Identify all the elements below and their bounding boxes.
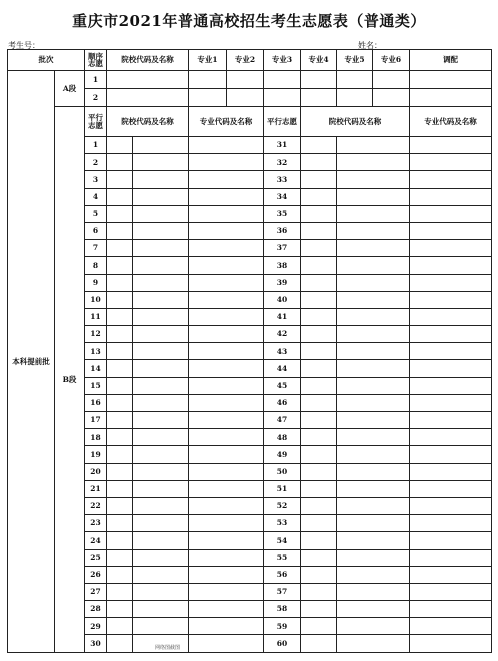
b-major-header-left: 专业代码及名称 (189, 107, 264, 137)
b-major-cell[interactable] (410, 429, 492, 446)
b-school-cell[interactable] (301, 205, 337, 222)
b-school-cell[interactable] (133, 240, 189, 257)
a-major-cell[interactable] (264, 89, 301, 107)
b-major-cell[interactable] (410, 446, 492, 463)
b-school-cell[interactable] (337, 497, 410, 514)
b-major-cell[interactable] (410, 618, 492, 635)
b-school-cell[interactable] (133, 257, 189, 274)
b-school-cell[interactable] (301, 429, 337, 446)
b-left-number: 7 (85, 240, 107, 257)
application-table (7, 49, 492, 653)
b-school-cell[interactable] (301, 274, 337, 291)
b-school-cell[interactable] (337, 291, 410, 308)
order-header: 顺序志愿 (85, 50, 107, 71)
b-right-number: 54 (264, 532, 301, 549)
b-school-cell[interactable] (337, 274, 410, 291)
b-school-cell[interactable] (107, 274, 133, 291)
b-school-cell[interactable] (133, 377, 189, 394)
b-school-cell[interactable] (337, 394, 410, 411)
b-school-cell[interactable] (107, 566, 133, 583)
b-right-number: 51 (264, 480, 301, 497)
b-major-cell[interactable] (189, 171, 264, 188)
b-school-cell[interactable] (133, 429, 189, 446)
b-major-cell[interactable] (410, 137, 492, 154)
b-school-cell[interactable] (133, 188, 189, 205)
b-left-number: 16 (85, 394, 107, 411)
b-school-cell[interactable] (301, 532, 337, 549)
footer-note: 网络图截图 (155, 645, 181, 651)
b-school-header-left: 院校代码及名称 (107, 107, 189, 137)
b-school-cell[interactable] (337, 635, 410, 652)
name-label: 姓名： (358, 41, 382, 50)
b-major-cell[interactable] (410, 360, 492, 377)
b-school-cell[interactable] (301, 326, 337, 343)
b-school-cell[interactable] (301, 480, 337, 497)
section-b-label: B段 (55, 107, 85, 653)
b-major-cell[interactable] (189, 497, 264, 514)
b-major-cell[interactable] (410, 480, 492, 497)
b-major-cell[interactable] (410, 240, 492, 257)
b-major-cell[interactable] (410, 154, 492, 171)
b-major-cell[interactable] (410, 566, 492, 583)
b-right-number: 52 (264, 497, 301, 514)
b-right-number: 45 (264, 377, 301, 394)
header-row (8, 50, 492, 71)
b-school-cell[interactable] (133, 412, 189, 429)
b-left-number: 27 (85, 583, 107, 600)
b-left-number: 17 (85, 412, 107, 429)
a-major-cell[interactable] (227, 71, 264, 89)
b-school-cell[interactable] (337, 429, 410, 446)
b-left-number: 12 (85, 326, 107, 343)
b-school-cell[interactable] (301, 377, 337, 394)
b-left-number: 20 (85, 463, 107, 480)
b-major-cell[interactable] (189, 429, 264, 446)
major-3-header: 专业3 (264, 50, 301, 71)
b-right-number: 57 (264, 583, 301, 600)
b-right-number: 59 (264, 618, 301, 635)
a-major-cell[interactable] (189, 71, 227, 89)
b-major-cell[interactable] (189, 412, 264, 429)
b-major-cell[interactable] (189, 549, 264, 566)
b-school-cell[interactable] (301, 308, 337, 325)
b-school-cell[interactable] (301, 257, 337, 274)
b-right-number: 60 (264, 635, 301, 652)
school-header: 院校代码及名称 (107, 50, 189, 71)
b-school-cell[interactable] (301, 497, 337, 514)
b-left-number: 26 (85, 566, 107, 583)
major-6-header: 专业6 (373, 50, 410, 71)
b-school-cell[interactable] (337, 308, 410, 325)
b-major-cell[interactable] (410, 222, 492, 239)
b-major-cell[interactable] (410, 549, 492, 566)
b-school-cell[interactable] (301, 601, 337, 618)
b-school-cell[interactable] (133, 137, 189, 154)
b-school-cell[interactable] (107, 343, 133, 360)
b-left-number: 18 (85, 429, 107, 446)
b-right-number: 46 (264, 394, 301, 411)
b-major-cell[interactable] (189, 205, 264, 222)
b-school-cell[interactable] (107, 532, 133, 549)
b-school-cell[interactable] (301, 188, 337, 205)
b-left-number: 14 (85, 360, 107, 377)
b-major-cell[interactable] (410, 532, 492, 549)
parallel-header-right: 平行志愿 (264, 107, 301, 137)
b-major-cell[interactable] (189, 240, 264, 257)
a-major-cell[interactable] (227, 89, 264, 107)
b-major-cell[interactable] (410, 205, 492, 222)
b-school-cell[interactable] (107, 463, 133, 480)
b-school-cell[interactable] (337, 463, 410, 480)
b-school-cell[interactable] (337, 360, 410, 377)
b-school-cell[interactable] (107, 188, 133, 205)
section-a-label: A段 (55, 71, 85, 107)
b-school-cell[interactable] (107, 515, 133, 532)
b-school-cell[interactable] (107, 377, 133, 394)
b-school-cell[interactable] (301, 154, 337, 171)
b-school-cell[interactable] (107, 291, 133, 308)
b-school-cell[interactable] (337, 566, 410, 583)
b-school-cell[interactable] (301, 566, 337, 583)
a-school-cell[interactable] (107, 71, 189, 89)
b-major-cell[interactable] (189, 635, 264, 652)
b-right-number: 40 (264, 291, 301, 308)
b-right-number: 42 (264, 326, 301, 343)
b-school-cell[interactable] (107, 326, 133, 343)
b-school-cell[interactable] (107, 308, 133, 325)
b-school-cell[interactable] (301, 394, 337, 411)
b-major-cell[interactable] (410, 326, 492, 343)
b-left-number: 21 (85, 480, 107, 497)
b-major-cell[interactable] (410, 497, 492, 514)
b-school-cell[interactable] (337, 343, 410, 360)
b-school-cell[interactable] (107, 412, 133, 429)
b-school-cell[interactable] (301, 583, 337, 600)
b-school-cell[interactable] (301, 291, 337, 308)
b-left-number: 9 (85, 274, 107, 291)
b-school-cell[interactable] (337, 446, 410, 463)
major-4-header: 专业4 (301, 50, 337, 71)
b-major-cell[interactable] (189, 532, 264, 549)
b-major-cell[interactable] (189, 446, 264, 463)
b-school-cell[interactable] (301, 222, 337, 239)
b-school-cell[interactable] (337, 326, 410, 343)
b-school-cell[interactable] (337, 601, 410, 618)
a-major-cell[interactable] (337, 89, 373, 107)
b-school-cell[interactable] (301, 446, 337, 463)
b-major-cell[interactable] (189, 257, 264, 274)
major-1-header: 专业1 (189, 50, 227, 71)
b-right-number: 38 (264, 257, 301, 274)
a-major-cell[interactable] (337, 71, 373, 89)
b-major-cell[interactable] (410, 377, 492, 394)
b-left-number: 8 (85, 257, 107, 274)
b-school-cell[interactable] (107, 360, 133, 377)
b-right-number: 55 (264, 549, 301, 566)
b-school-cell[interactable] (337, 240, 410, 257)
b-school-cell[interactable] (337, 515, 410, 532)
b-school-cell[interactable] (107, 635, 133, 652)
a-order-2: 2 (85, 89, 107, 107)
b-major-cell[interactable] (410, 601, 492, 618)
b-right-number: 58 (264, 601, 301, 618)
b-major-cell[interactable] (410, 412, 492, 429)
b-school-header-right: 院校代码及名称 (301, 107, 410, 137)
b-left-number: 19 (85, 446, 107, 463)
b-school-cell[interactable] (133, 446, 189, 463)
b-right-number: 32 (264, 154, 301, 171)
b-right-number: 35 (264, 205, 301, 222)
b-left-number: 2 (85, 154, 107, 171)
b-school-cell[interactable] (301, 137, 337, 154)
b-school-cell[interactable] (133, 343, 189, 360)
b-left-number: 3 (85, 171, 107, 188)
b-school-cell[interactable] (301, 618, 337, 635)
b-major-cell[interactable] (410, 583, 492, 600)
b-school-cell[interactable] (133, 222, 189, 239)
b-right-number: 43 (264, 343, 301, 360)
b-school-cell[interactable] (337, 154, 410, 171)
b-left-number: 5 (85, 205, 107, 222)
b-school-cell[interactable] (133, 618, 189, 635)
b-left-number: 30 (85, 635, 107, 652)
b-right-number: 37 (264, 240, 301, 257)
b-major-cell[interactable] (189, 343, 264, 360)
b-school-cell[interactable] (107, 171, 133, 188)
b-school-cell[interactable] (133, 515, 189, 532)
b-major-cell[interactable] (410, 343, 492, 360)
b-major-cell[interactable] (410, 291, 492, 308)
b-right-number: 47 (264, 412, 301, 429)
b-major-cell[interactable] (189, 154, 264, 171)
b-school-cell[interactable] (133, 326, 189, 343)
a-school-cell[interactable] (107, 89, 189, 107)
b-major-cell[interactable] (189, 601, 264, 618)
section-a-row (8, 71, 492, 89)
b-school-cell[interactable] (301, 463, 337, 480)
b-school-cell[interactable] (337, 137, 410, 154)
a-major-cell[interactable] (189, 89, 227, 107)
b-right-number: 33 (264, 171, 301, 188)
b-major-cell[interactable] (189, 377, 264, 394)
b-school-cell[interactable] (133, 274, 189, 291)
b-major-cell[interactable] (410, 515, 492, 532)
b-major-cell[interactable] (189, 222, 264, 239)
b-school-cell[interactable] (301, 171, 337, 188)
b-school-cell[interactable] (107, 618, 133, 635)
major-5-header: 专业5 (337, 50, 373, 71)
b-school-cell[interactable] (133, 394, 189, 411)
b-major-cell[interactable] (410, 394, 492, 411)
b-major-cell[interactable] (189, 360, 264, 377)
b-school-cell[interactable] (107, 205, 133, 222)
b-major-cell[interactable] (189, 137, 264, 154)
b-left-number: 11 (85, 308, 107, 325)
b-major-cell[interactable] (189, 566, 264, 583)
a-major-cell[interactable] (264, 71, 301, 89)
b-major-header-right: 专业代码及名称 (410, 107, 492, 137)
b-major-cell[interactable] (189, 326, 264, 343)
b-major-cell[interactable] (189, 274, 264, 291)
b-school-cell[interactable] (301, 635, 337, 652)
b-school-cell[interactable] (133, 360, 189, 377)
b-school-cell[interactable] (337, 222, 410, 239)
section-b-header-row (8, 107, 492, 137)
b-left-number: 24 (85, 532, 107, 549)
b-school-cell[interactable] (107, 446, 133, 463)
b-major-cell[interactable] (410, 171, 492, 188)
b-school-cell[interactable] (337, 583, 410, 600)
b-right-number: 48 (264, 429, 301, 446)
a-adjust-cell[interactable] (410, 71, 492, 89)
b-school-cell[interactable] (133, 566, 189, 583)
b-right-number: 53 (264, 515, 301, 532)
b-school-cell[interactable] (133, 154, 189, 171)
b-major-cell[interactable] (189, 394, 264, 411)
b-school-cell[interactable] (133, 463, 189, 480)
b-major-cell[interactable] (410, 188, 492, 205)
b-major-cell[interactable] (189, 583, 264, 600)
b-school-cell[interactable] (301, 412, 337, 429)
b-right-number: 31 (264, 137, 301, 154)
b-school-cell[interactable] (107, 583, 133, 600)
major-2-header: 专业2 (227, 50, 264, 71)
b-left-number: 4 (85, 188, 107, 205)
b-right-number: 34 (264, 188, 301, 205)
b-left-number: 6 (85, 222, 107, 239)
b-major-cell[interactable] (189, 515, 264, 532)
a-major-cell[interactable] (301, 71, 337, 89)
b-school-cell[interactable] (337, 412, 410, 429)
b-school-cell[interactable] (337, 188, 410, 205)
a-adjust-cell[interactable] (410, 89, 492, 107)
parallel-header-left: 平行志愿 (85, 107, 107, 137)
b-school-cell[interactable] (107, 240, 133, 257)
b-left-number: 1 (85, 137, 107, 154)
b-school-cell[interactable] (301, 240, 337, 257)
adjust-header: 调配 (410, 50, 492, 71)
b-major-cell[interactable] (189, 188, 264, 205)
b-major-cell[interactable] (189, 463, 264, 480)
a-order-1: 1 (85, 71, 107, 89)
b-right-number: 50 (264, 463, 301, 480)
b-school-cell[interactable] (337, 257, 410, 274)
b-left-number: 10 (85, 291, 107, 308)
b-major-cell[interactable] (410, 635, 492, 652)
b-right-number: 39 (264, 274, 301, 291)
b-school-cell[interactable] (301, 549, 337, 566)
b-left-number: 28 (85, 601, 107, 618)
b-school-cell[interactable] (107, 601, 133, 618)
b-school-cell[interactable] (133, 205, 189, 222)
b-school-cell[interactable] (107, 497, 133, 514)
batch-name: 本科提前批 (8, 71, 55, 653)
b-school-cell[interactable] (301, 360, 337, 377)
b-school-cell[interactable] (107, 429, 133, 446)
b-school-cell[interactable] (301, 343, 337, 360)
a-major-cell[interactable] (373, 71, 410, 89)
b-major-cell[interactable] (410, 274, 492, 291)
b-right-number: 44 (264, 360, 301, 377)
b-left-number: 25 (85, 549, 107, 566)
b-school-cell[interactable] (337, 618, 410, 635)
b-school-cell[interactable] (337, 171, 410, 188)
b-school-cell[interactable] (133, 532, 189, 549)
b-school-cell[interactable] (107, 154, 133, 171)
b-school-cell[interactable] (337, 549, 410, 566)
b-school-cell[interactable] (301, 515, 337, 532)
a-major-cell[interactable] (373, 89, 410, 107)
b-school-cell[interactable] (133, 497, 189, 514)
b-school-cell[interactable] (107, 480, 133, 497)
a-major-cell[interactable] (301, 89, 337, 107)
b-right-number: 36 (264, 222, 301, 239)
b-major-cell[interactable] (410, 463, 492, 480)
b-school-cell[interactable] (133, 480, 189, 497)
b-school-cell[interactable] (337, 205, 410, 222)
b-right-number: 56 (264, 566, 301, 583)
b-major-cell[interactable] (189, 618, 264, 635)
b-school-cell[interactable] (133, 549, 189, 566)
b-major-cell[interactable] (189, 480, 264, 497)
b-major-cell[interactable] (410, 308, 492, 325)
b-school-cell[interactable] (133, 291, 189, 308)
b-school-cell[interactable] (107, 222, 133, 239)
b-school-cell[interactable] (133, 601, 189, 618)
b-school-cell[interactable] (107, 394, 133, 411)
b-major-cell[interactable] (189, 291, 264, 308)
b-school-cell[interactable] (133, 171, 189, 188)
b-school-cell[interactable] (133, 583, 189, 600)
b-school-cell[interactable] (107, 549, 133, 566)
b-school-cell[interactable] (133, 308, 189, 325)
b-school-cell[interactable] (337, 480, 410, 497)
form-title: 重庆市2021年普通高校招生考生志愿表（普通类） (72, 12, 426, 30)
b-school-cell[interactable] (107, 137, 133, 154)
b-major-cell[interactable] (189, 308, 264, 325)
exam-number-label: 考生号： (8, 41, 40, 50)
b-major-cell[interactable] (410, 257, 492, 274)
b-school-cell[interactable] (337, 532, 410, 549)
b-left-number: 29 (85, 618, 107, 635)
b-left-number: 22 (85, 497, 107, 514)
b-school-cell[interactable] (337, 377, 410, 394)
b-left-number: 15 (85, 377, 107, 394)
b-school-cell[interactable] (107, 257, 133, 274)
batch-header: 批次 (8, 50, 85, 71)
b-right-number: 41 (264, 308, 301, 325)
b-right-number: 49 (264, 446, 301, 463)
b-left-number: 23 (85, 515, 107, 532)
b-left-number: 13 (85, 343, 107, 360)
